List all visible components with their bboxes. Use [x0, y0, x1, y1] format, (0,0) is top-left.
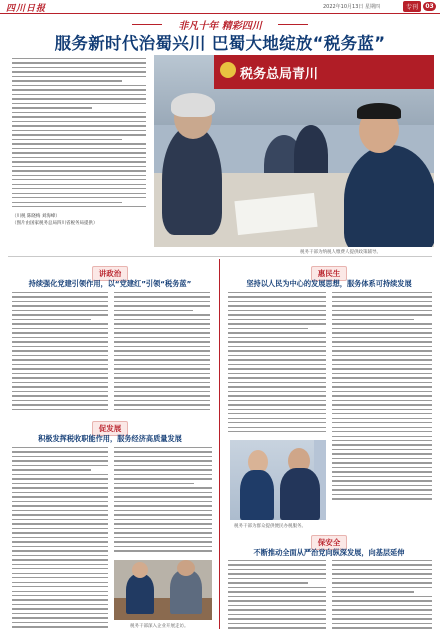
page-headline: 服务新时代治蜀兴川 巴蜀大地绽放“税务蓝”	[54, 34, 386, 53]
section-divider-top	[8, 256, 432, 257]
page-indicator	[403, 1, 436, 12]
page-number: 03	[423, 2, 436, 11]
livelihood-body-col2	[332, 292, 432, 500]
politics-body-col1	[12, 292, 108, 410]
newspaper-logo: 四川日报	[6, 4, 47, 14]
livelihood-section-title: 坚持以人民为中心的发展思想，服务体系可持续发展	[246, 279, 412, 288]
section-tag-livelihood	[226, 261, 432, 278]
section-tag-politics	[8, 261, 212, 278]
intro-byline-2: （图片由国家税务总局四川省税务局提供）	[12, 221, 98, 226]
photo3-caption: 税务干部深入企业开展走访。	[130, 624, 189, 629]
photo2-caption: 税务干部为群众提供便民办税服务。	[234, 524, 306, 529]
politics-tag-label: 讲政治	[92, 266, 129, 281]
section-tag-development	[8, 416, 212, 433]
politics-body-col2	[114, 292, 210, 410]
issue-date: 2022年10月13日 星期四	[322, 4, 380, 10]
intro-byline-1: （川税 陈晓梅 刘海峰）	[12, 214, 60, 219]
section-label: 专刊	[403, 1, 421, 12]
main-photo-caption: 税务干部为纳税人缴费人提供政策辅导。	[300, 250, 381, 255]
service-photo	[230, 440, 326, 520]
photo-banner	[214, 55, 434, 89]
subject-title: 非凡十年 精彩四川	[166, 17, 274, 32]
column-divider	[219, 259, 220, 629]
intro-body-text	[12, 58, 146, 208]
livelihood-tag-label: 惠民生	[311, 266, 348, 281]
section-tag-security	[226, 530, 432, 547]
development-tag-label: 促发展	[92, 421, 129, 436]
main-photo	[154, 55, 434, 247]
security-tag-label: 保安全	[311, 535, 348, 550]
development-section-title: 积极发挥税收职能作用，服务经济高质量发展	[38, 434, 182, 443]
development-body-col2	[114, 447, 212, 555]
tax-emblem-icon	[220, 62, 236, 78]
enterprise-visit-photo	[114, 560, 212, 620]
masthead	[0, 0, 440, 14]
security-section-title: 不断推动全面从严治党向纵深发展，向基层延伸	[253, 548, 405, 557]
security-body-col2	[332, 560, 432, 630]
development-body-col1	[12, 447, 108, 629]
security-body-col1	[228, 560, 326, 630]
banner-text: 税务总局青川	[240, 67, 319, 82]
livelihood-body-col1	[228, 292, 326, 434]
politics-section-title: 持续强化党建引领作用，以“党建红”引领“税务蓝”	[28, 279, 192, 288]
